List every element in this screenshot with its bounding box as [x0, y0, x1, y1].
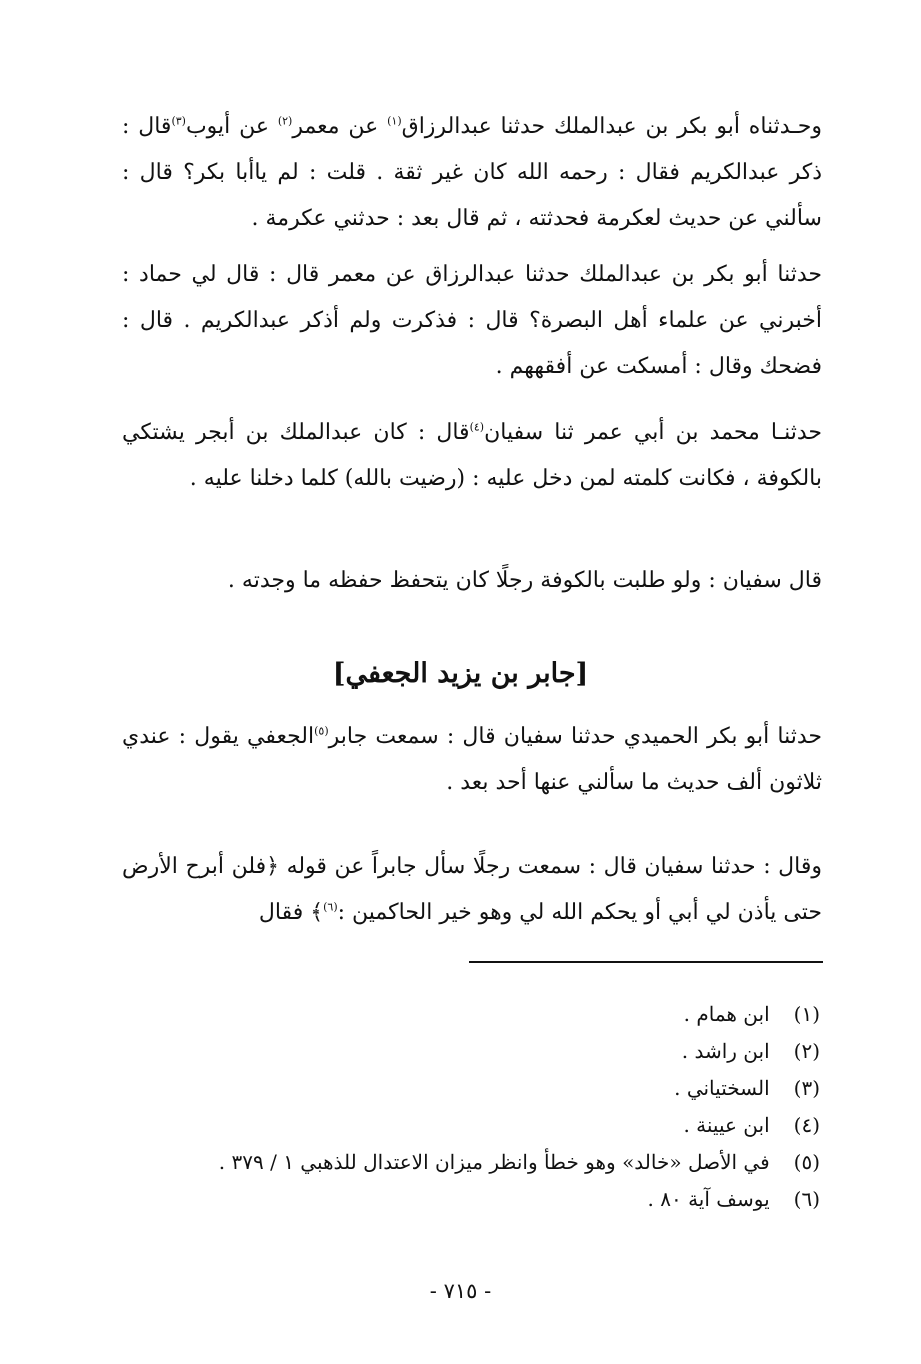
paragraph-text: حدثنا أبو بكر الحميدي حدثنا سفيان قال : سمعت جابر [328, 724, 822, 749]
footnote-marker: (٥) [314, 724, 329, 738]
paragraph-text: ﴾ فقال [258, 900, 324, 925]
paragraph-5 [122, 714, 822, 806]
footnote-marker: (١) [387, 114, 402, 128]
paragraph-text: حدثنـا محمد بن أبي عمر ثنا سفيان [484, 420, 822, 445]
section-heading: [جابر بن يزيد الجعفي] [332, 658, 589, 689]
footnote-text: ابن راشد . [681, 1039, 770, 1063]
paragraph-2 [122, 252, 822, 390]
paragraph-text: وقال : حدثنا سفيان قال : سمعت رجلًا سأل جابراً عن قوله ﴿فلن أبرح الأرض حتى يأذن لي أبي أو يحكم الله لي وهو خير الحاكمين : [122, 854, 822, 925]
footnote-number: (٢) [793, 1039, 820, 1063]
paragraph-text: الجعفي يقول : عندي ثلاثون ألف حديث ما سألني عنها أحد بعد . [122, 724, 822, 795]
paragraph-3 [122, 410, 822, 502]
paragraph-6 [122, 844, 822, 936]
footnote-text: ابن همام . [683, 1002, 770, 1026]
footnote-number: (٥) [793, 1150, 820, 1174]
footnote-6 [140, 1181, 820, 1218]
paragraph-text: عن أيوب [185, 114, 278, 139]
footnotes [140, 996, 820, 1218]
paragraph-text: قال : كان عبدالملك بن أبجر يشتكي بالكوفة ، فكانت كلمته لمن دخل عليه : (رضيت بالله) كلما دخلنا عليه . [122, 420, 822, 491]
footnote-2 [140, 1033, 820, 1070]
footnote-marker: (٤) [469, 420, 485, 434]
footnote-text: يوسف آية ٨٠ . [647, 1187, 770, 1211]
footnote-text: في الأصل «خالد» وهو خطأ وانظر ميزان الاعتدال للذهبي ١ / ٣٧٩ . [218, 1150, 770, 1174]
footnote-marker: (٦) [323, 900, 338, 914]
paragraph-text: عن معمر [292, 114, 388, 139]
paragraph-text: قال سفيان : ولو طلبت بالكوفة رجلًا كان يتحفظ حفظه ما وجدته . [227, 568, 822, 593]
footnote-text: ابن عيينة . [683, 1113, 770, 1137]
page-number: - ٧١٥ - [429, 1279, 492, 1303]
footnote-number: (٤) [793, 1113, 820, 1137]
footnote-divider [469, 961, 823, 963]
footnote-text: السختياني . [674, 1076, 770, 1100]
footnote-marker: (٣) [171, 114, 186, 128]
footnote-marker: (٢) [277, 114, 293, 128]
footnote-4 [140, 1107, 820, 1144]
paragraph-text: وحـدثناه أبو بكر بن عبدالملك حدثنا عبدالرزاق [401, 114, 823, 139]
paragraph-4 [122, 558, 822, 604]
footnote-number: (٦) [793, 1187, 820, 1211]
footnote-number: (١) [793, 1002, 820, 1026]
paragraph-1 [122, 104, 822, 242]
paragraph-text: قال : ذكر عبدالكريم فقال : رحمه الله كان غير ثقة . قلت : لم ياأبا بكر؟ قال : سألني عن حديث لعكرمة فحدثته ، ثم قال بعد : حدثني عكرمة . [122, 114, 822, 231]
footnote-1 [140, 996, 820, 1033]
paragraph-text: حدثنا أبو بكر بن عبدالملك حدثنا عبدالرزاق عن معمر قال : قال لي حماد : أخبرني عن علماء أهل البصرة؟ قال : فذكرت ولم أذكر عبدالكريم . قال : فضحك وقال : أمسكت عن أفقههم . [122, 262, 822, 379]
footnote-number: (٣) [793, 1076, 820, 1100]
footnote-3 [140, 1070, 820, 1107]
footnote-5 [140, 1144, 820, 1181]
